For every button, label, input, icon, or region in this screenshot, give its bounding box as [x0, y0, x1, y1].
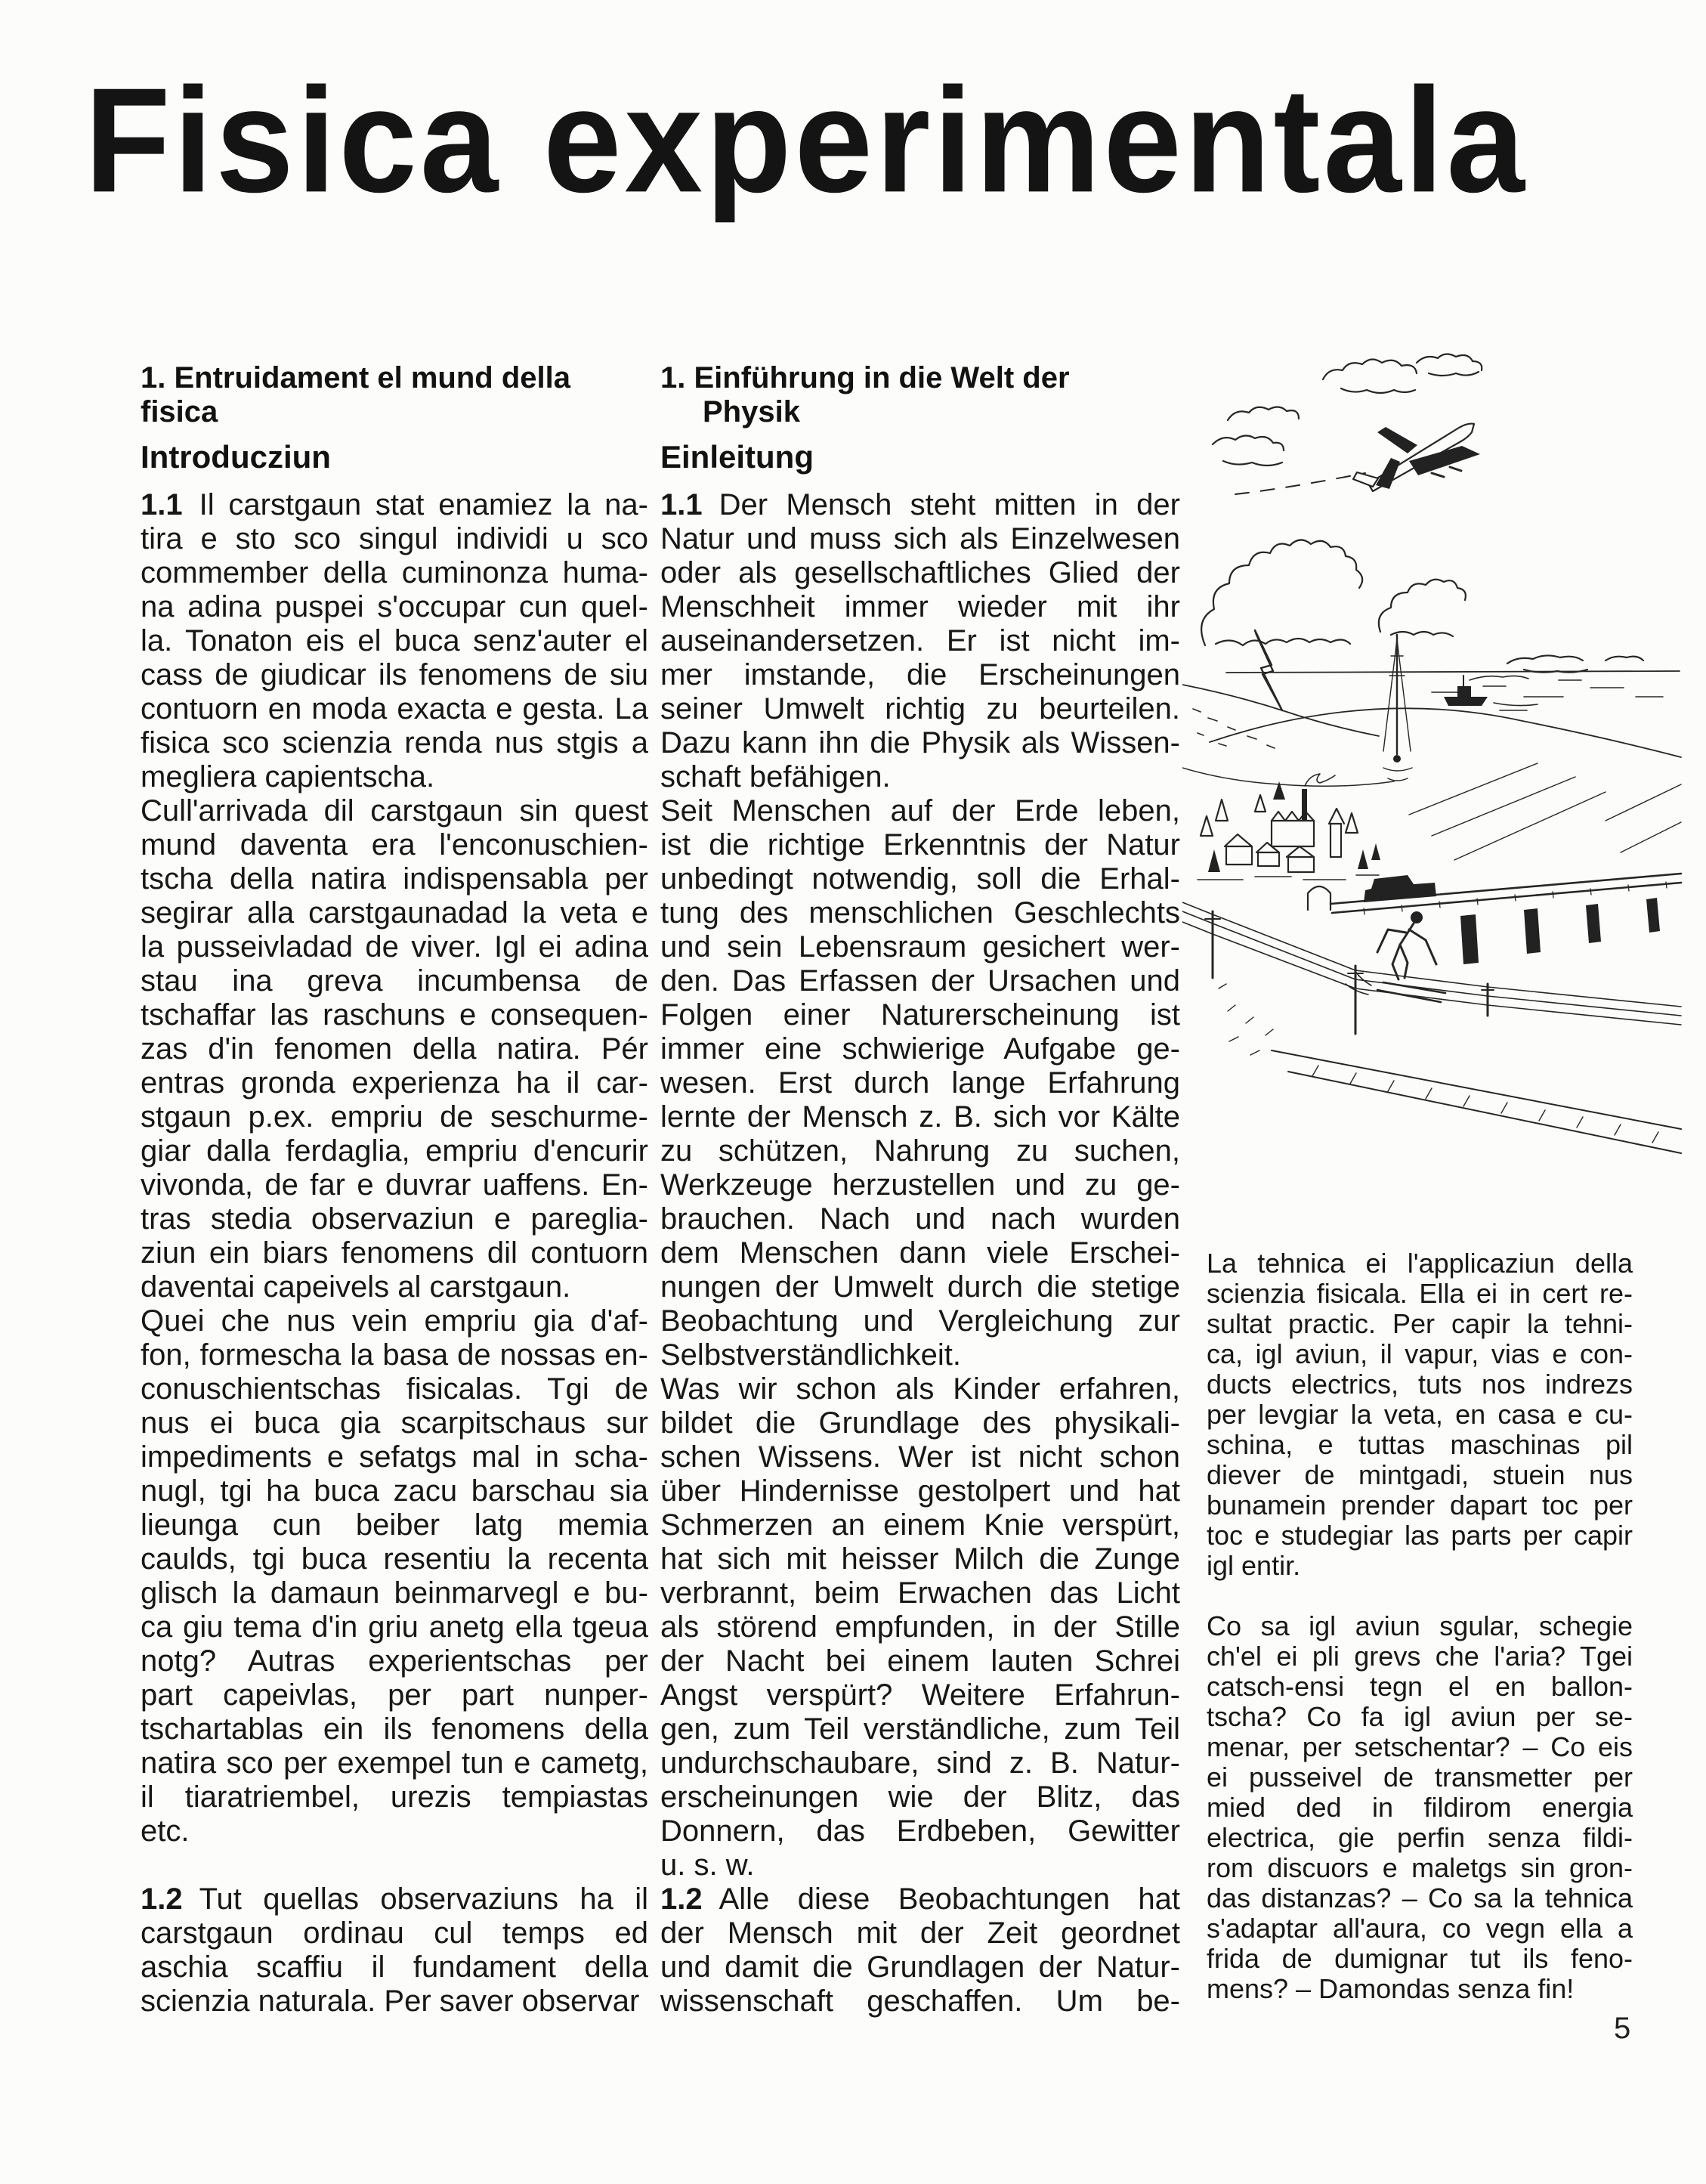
text-line: lernte der Mensch z. B. sich vor Kälte — [660, 1100, 1180, 1134]
text-line: ei pusseivel de transmetter per — [1207, 1762, 1633, 1793]
text-line: vivonda, de far e duvrar uaffens. En- — [141, 1168, 648, 1202]
text-line: carstgaun ordinau cul temps ed — [141, 1916, 648, 1950]
text-line: la. Tonaton eis el buca senz'auter el — [141, 624, 648, 657]
subheading-romansh: Introducziun — [141, 439, 331, 475]
text-line: aschia scaffiu il fundament della — [141, 1950, 648, 1984]
section-heading-romansh — [141, 361, 648, 429]
paragraph-1-1-german — [660, 488, 1180, 1882]
text-line: stau ina greva incumbensa de — [141, 964, 648, 998]
text-line: über Hindernisse gestolpert und hat — [660, 1474, 1180, 1508]
text-line: undurchschaubare, sind z. B. Natur- — [660, 1746, 1180, 1780]
train — [1364, 875, 1436, 902]
column-technology — [1207, 1248, 1633, 2004]
text-line: erscheinungen wie der Blitz, das — [660, 1780, 1180, 1814]
text-line: caulds, tgi buca resentiu la recenta — [141, 1542, 648, 1576]
text-line: tira e sto sco singul individi u sco — [141, 522, 648, 555]
text-line: lieunga cun beiber latg memia — [141, 1508, 648, 1542]
text-line: Co sa igl aviun sgular, schegie — [1207, 1610, 1633, 1641]
text-line: Quei che nus vein empriu gia d'af- — [141, 1304, 648, 1338]
text-line: u. s. w. — [660, 1848, 755, 1882]
text-line: bunamein prender dapart toc per — [1207, 1490, 1633, 1520]
section-heading-german — [660, 361, 1180, 429]
section-number: 1.2 — [660, 1882, 703, 1916]
paragraph-1-2-romansh — [141, 1882, 648, 2018]
text-line: wesen. Erst durch lange Erfahrung — [660, 1066, 1180, 1100]
text-line: ca giu tema d'in griu anetg ella tgeua — [141, 1610, 648, 1644]
railway-bridge — [1308, 874, 1681, 964]
text-line: tras stedia observaziun e pareglia- — [141, 1202, 648, 1236]
text-line: sultat practic. Per capir la tehni- — [1207, 1308, 1633, 1339]
text-line: contuorn en moda exacta e gesta. La — [141, 692, 648, 725]
text-line: 1. Einführung in die Welt der — [660, 361, 1070, 394]
text-line: entras gronda experienza ha il car- — [141, 1066, 648, 1100]
text-line: conuschientschas fisicalas. Tgi de — [141, 1372, 648, 1406]
text-line: menar, per setschentar? – Co eis — [1207, 1731, 1633, 1762]
text-line: part capeivlas, per part nunper- — [141, 1678, 648, 1712]
airplane — [1353, 424, 1480, 491]
text-line: ziun ein biars fenomens dil contuorn — [141, 1236, 648, 1270]
text-line: diever de mintgadi, stuein nus — [1207, 1459, 1633, 1490]
text-line: megliera capientscha. — [141, 760, 435, 793]
ship — [1444, 676, 1538, 710]
village — [1198, 774, 1380, 880]
text-line: s'adaptar all'aura, co vegn ella a — [1207, 1913, 1633, 1944]
text-line: Selbstverständlichkeit. — [660, 1338, 961, 1372]
paragraph-1-2-german — [660, 1882, 1180, 2018]
text-line: Schmerzen an einem Knie verspürt, — [660, 1508, 1180, 1542]
text-line: als störend empfunden, in der Stille — [660, 1610, 1180, 1644]
text-line: nungen der Umwelt durch die stetige — [660, 1270, 1180, 1304]
text-line: ch'el ei pli grevs che l'aria? Tgei — [1207, 1641, 1633, 1672]
text-line: cass de giudicar ils fenomens de siu — [141, 658, 648, 691]
text-line: verbrannt, beim Erwachen das Licht — [660, 1576, 1180, 1610]
text-line: den. Das Erfassen der Ursachen und — [660, 964, 1180, 998]
page-number: 5 — [1614, 2012, 1631, 2045]
text-line: Dazu kann ihn die Physik als Wissen- — [660, 726, 1180, 759]
text-line: mens? – Damondas senza fin! — [1207, 1973, 1575, 2004]
column-romansh — [141, 361, 648, 2018]
text-line: der Nacht bei einem lauten Schrei — [660, 1644, 1180, 1678]
column-german — [660, 361, 1180, 2018]
text-line: rom discuors e maletgs sin gron- — [1207, 1852, 1633, 1883]
road — [1219, 984, 1681, 1153]
text-line: oder als gesellschaftliches Glied der — [660, 556, 1180, 589]
sea-horizon — [1226, 671, 1680, 697]
text-line: Werkzeuge herzustellen und zu ge- — [660, 1168, 1180, 1202]
text-line: fon, formescha la basa de nossas en- — [141, 1338, 648, 1372]
text-line: natira sco per exempel tun e cametg, — [141, 1746, 648, 1780]
text-line: frida de dumignar tut ils feno- — [1207, 1943, 1633, 1974]
text-line: glisch la damaun beinmarvegl e bu- — [141, 1576, 648, 1610]
text-line: electrica, gie perfin senza fildi- — [1207, 1822, 1633, 1853]
text-line: mer imstande, die Erscheinungen — [660, 658, 1180, 691]
text-line: wissenschaft geschaffen. Um be- — [660, 1984, 1180, 2018]
paragraph-questions — [1207, 1611, 1633, 2004]
hills — [1182, 685, 1681, 860]
text-line: brauchen. Nach und nach wurden — [660, 1202, 1180, 1236]
text-line: und sein Lebensraum gesichert wer- — [660, 930, 1180, 964]
text-line: giar dalla ferdaglia, empriu d'encurir — [141, 1134, 648, 1168]
storm-cloud — [1201, 540, 1643, 672]
text-line: Was wir schon als Kinder erfahren, — [660, 1372, 1180, 1406]
power-lines — [1182, 902, 1681, 1034]
text-line: scienzia fisicala. Ella ei in cert re- — [1207, 1278, 1633, 1309]
text-line: 1.2 Alle diese Beobachtungen hat — [660, 1882, 1180, 1916]
text-line: 1.1 Der Mensch steht mitten in der — [660, 488, 1180, 521]
text-line: dem Menschen dann viele Erschei- — [660, 1236, 1180, 1270]
text-line: der Mensch mit der Zeit geordnet — [660, 1916, 1180, 1950]
text-line: 1. Entruidament el mund della — [141, 361, 570, 394]
paragraph-1-1-romansh — [141, 488, 648, 1848]
text-line: commember della cuminonza huma- — [141, 556, 648, 589]
paragraph-technology — [1207, 1248, 1633, 1581]
subheading-german: Einleitung — [660, 439, 814, 475]
section-number: 1.1 — [141, 488, 183, 521]
text-line: immer eine schwierige Aufgabe ge- — [660, 1032, 1180, 1066]
text-line: il tiaratriembel, urezis tempiastas — [141, 1780, 648, 1814]
text-line: bildet die Grundlage des physikali- — [660, 1406, 1180, 1440]
text-line: ca, igl aviun, il vapur, vias e con- — [1207, 1338, 1633, 1369]
text-line: Physik — [703, 395, 800, 428]
text-line: schaft befähigen. — [660, 760, 891, 793]
text-line: scienzia naturala. Per saver observar — [141, 1984, 640, 2018]
text-line: per levgiar la veta, en casa e cu- — [1207, 1399, 1633, 1430]
text-line: zas d'in fenomen della natira. Pér — [141, 1032, 648, 1066]
page-title: Fisica experimentala — [85, 57, 1528, 224]
text-line: Beobachtung und Vergleichung zur — [660, 1304, 1180, 1338]
text-line: La tehnica ei l'applicaziun della — [1207, 1248, 1633, 1279]
text-line: schina, e tuttas maschinas pil — [1207, 1429, 1633, 1460]
text-line: nus ei buca gia scarpitschaus sur — [141, 1406, 648, 1440]
text-line: Seit Menschen auf der Erde leben, — [660, 794, 1180, 828]
text-line: zu schützen, Nahrung zu suchen, — [660, 1134, 1180, 1168]
text-line: tschartablas ein ils fenomens della — [141, 1712, 648, 1746]
text-line: tscha della natira indispensabla per — [141, 862, 648, 896]
text-line: 1.2 Tut quellas observaziuns ha il — [141, 1882, 648, 1916]
text-line: Cull'arrivada dil carstgaun sin quest — [141, 794, 648, 828]
text-line: Donnern, das Erdbeben, Gewitter — [660, 1814, 1180, 1848]
text-line: mund daventa era l'enconuschien- — [141, 828, 648, 862]
text-line: notg? Autras experientschas per — [141, 1644, 648, 1678]
contrail — [1235, 473, 1365, 494]
text-line: und damit die Grundlagen der Natur- — [660, 1950, 1180, 1984]
text-line: gen, zum Teil verständliche, zum Teil — [660, 1712, 1180, 1746]
text-line: ist die richtige Erkenntnis der Natur — [660, 828, 1180, 862]
text-line: unbedingt notwendig, soll die Erhal- — [660, 862, 1180, 896]
text-line: schen Wissens. Wer ist nicht schon — [660, 1440, 1180, 1474]
text-line: tscha? Co fa igl aviun per se- — [1207, 1701, 1633, 1732]
text-line: Natur und muss sich als Einzelwesen — [660, 522, 1180, 555]
text-line: igl entir. — [1207, 1550, 1301, 1581]
section-number: 1.1 — [660, 488, 703, 521]
text-line: auseinandersetzen. Er ist nicht im- — [660, 624, 1180, 657]
text-line: mied ded in fildirom energia — [1207, 1792, 1633, 1823]
text-line: fisica — [141, 395, 218, 428]
text-line: catsch-ensi tegn el en ballon- — [1207, 1671, 1633, 1702]
text-line: daventai capeivels al carstgaun. — [141, 1270, 571, 1304]
text-line: etc. — [141, 1814, 190, 1848]
text-line: fisica sco scienzia renda nus stgis a — [141, 726, 648, 759]
text-line: segirar alla carstgaunadad la veta e — [141, 896, 648, 930]
text-line: tung des menschlichen Geschlechts — [660, 896, 1180, 930]
text-line: seiner Umwelt richtig zu beurteilen. — [660, 692, 1180, 725]
text-line: la pusseivladad de viver. Igl ei adina — [141, 930, 648, 964]
text-line: impediments e sefatgs mal in scha- — [141, 1440, 648, 1474]
text-line: na adina puspei s'occupar cun quel- — [141, 590, 648, 623]
text-line: Angst verspürt? Weitere Erfahrun- — [660, 1678, 1180, 1712]
text-line: toc e studegiar las parts per capir — [1207, 1520, 1633, 1551]
text-line: nugl, tgi ha buca zacu barschau sia — [141, 1474, 648, 1508]
text-line: tschaffar las raschuns e consequen- — [141, 998, 648, 1032]
text-line: das distanzas? – Co sa la tehnica — [1207, 1882, 1633, 1913]
landscape-illustration — [1182, 331, 1689, 1189]
section-number: 1.2 — [141, 1882, 183, 1916]
text-line: stgaun p.ex. empriu de seschurme- — [141, 1100, 648, 1134]
text-line: Folgen einer Naturerscheinung ist — [660, 998, 1180, 1032]
text-line: 1.1 Il carstgaun stat enamiez la na- — [141, 488, 648, 521]
text-line: Menschheit immer wieder mit ihr — [660, 590, 1180, 623]
text-line: hat sich mit heisser Milch die Zunge — [660, 1542, 1180, 1576]
text-line: ducts electrics, tuts nos indrezs — [1207, 1369, 1633, 1400]
